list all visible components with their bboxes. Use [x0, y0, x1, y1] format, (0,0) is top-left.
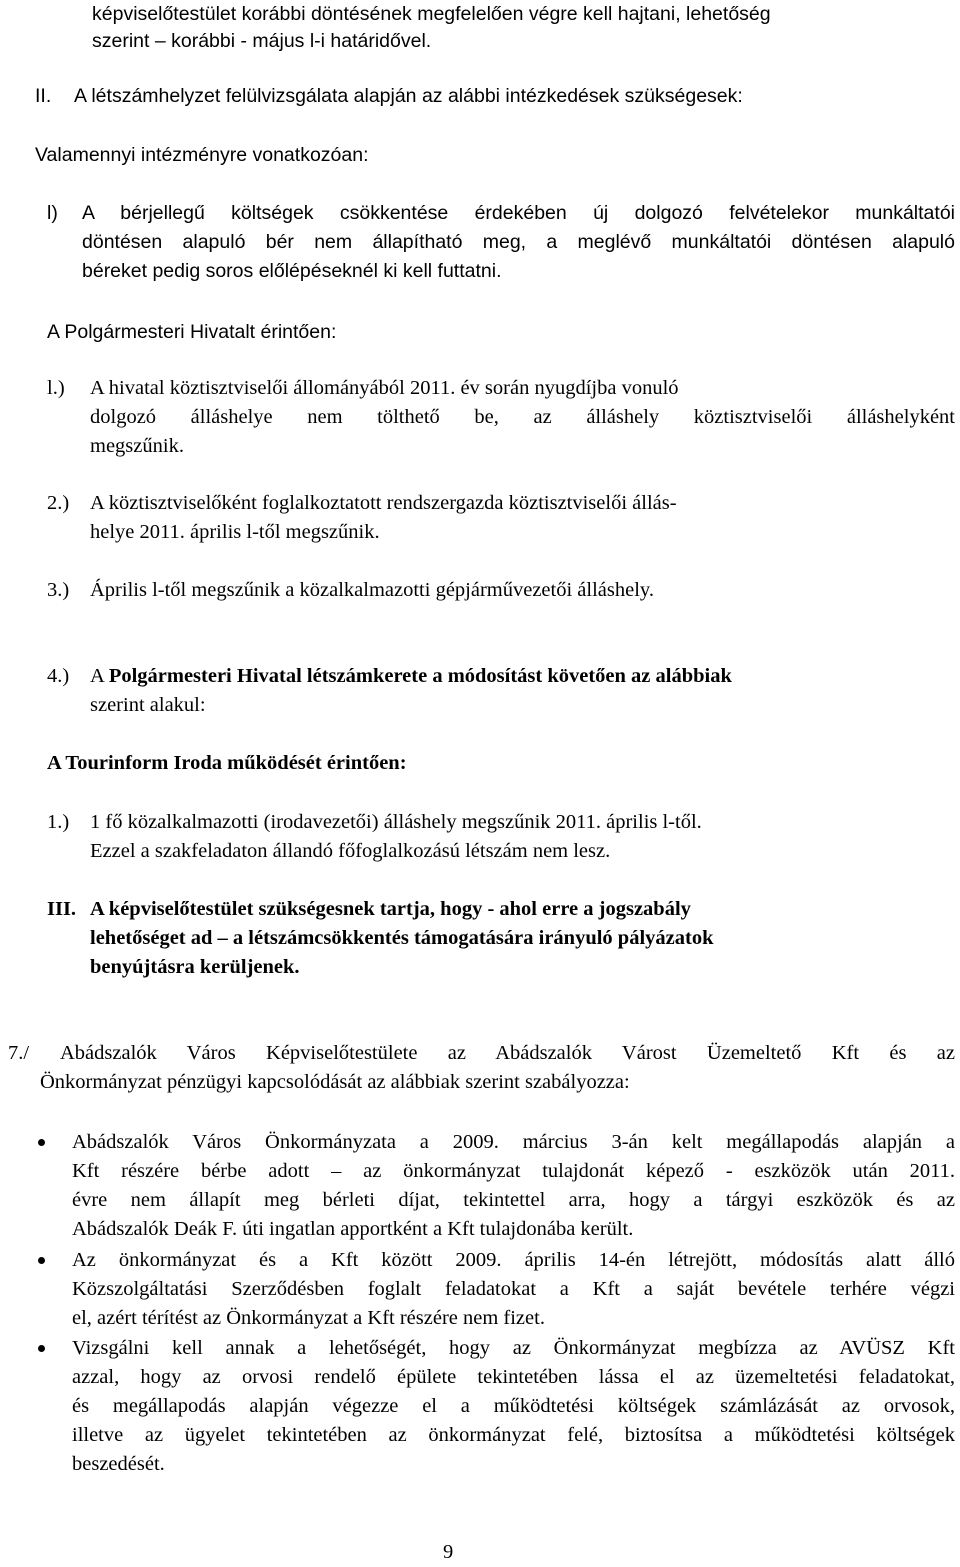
- mayor-item-3-number: 3.): [47, 579, 70, 601]
- bullet-1-marker: [38, 1139, 45, 1146]
- page-number: 9: [443, 1541, 454, 1563]
- item-1-line-1: A bérjellegű költségek csökkentése érdekében új dolgozó felvételekor munkáltatói: [82, 202, 955, 224]
- continuation-line-1: képviselőtestület korábbi döntésének megfelelően végre kell hajtani, lehetőség: [92, 3, 771, 25]
- all-institutions-label: Valamennyi intézményre vonatkozóan:: [35, 144, 369, 166]
- mayor-office-heading: A Polgármesteri Hivatalt érintően:: [47, 321, 337, 343]
- tourinform-item-line-2: Ezzel a szakfeladaton állandó főfoglalkozású létszám nem lesz.: [90, 840, 611, 862]
- section-3-line-3: benyújtásra kerüljenek.: [90, 956, 300, 978]
- mayor-item-1-line-2: dolgozó álláshelye nem tölthető be, az álláshely köztisztviselői álláshelyként: [90, 406, 955, 428]
- bullet-3-line-3: és megállapodás alapján végezze el a működtetési költségek számlázását az orvosok,: [72, 1395, 955, 1417]
- tourinform-item-number: 1.): [47, 811, 70, 833]
- mayor-item-4-prefix: A: [90, 665, 104, 687]
- bullet-3-marker: [38, 1345, 45, 1352]
- section-7-number: 7./: [8, 1042, 30, 1064]
- mayor-item-1-number: l.): [47, 377, 65, 399]
- mayor-item-4-line-1: [90, 662, 732, 691]
- bullet-1-line-2: Kft részére bérbe adott – az önkormányzat tulajdonát képező - eszközök után 2011.: [72, 1160, 955, 1182]
- mayor-item-2-line-1: A köztisztviselőként foglalkoztatott rendszergazda köztisztviselői állás-: [90, 492, 677, 514]
- tourinform-item-line-1: 1 fő közalkalmazotti (irodavezetői) álláshely megszűnik 2011. április l-től.: [90, 811, 702, 833]
- bullet-3-line-2: azzal, hogy az orvosi rendelő épülete tekintetében lássa el az üzemeltetési feladatokat,: [72, 1366, 955, 1388]
- section-2-heading: A létszámhelyzet felülvizsgálata alapján az alábbi intézkedések szükségesek:: [74, 85, 743, 107]
- item-1-line-3: béreket pedig soros előlépéseknél ki kell futtatni.: [82, 260, 502, 282]
- mayor-item-4-bold-text: Polgármesteri Hivatal létszámkerete a módosítást követően az alábbiak: [108, 665, 732, 687]
- bullet-3-line-1: Vizsgálni kell annak a lehetőségét, hogy az Önkormányzat megbízza az AVÜSZ Kft: [72, 1337, 955, 1359]
- section-7-line-1: Abádszalók Város Képviselőtestülete az Abádszalók Várost Üzemeltető Kft és az: [60, 1042, 955, 1064]
- mayor-item-2-number: 2.): [47, 492, 70, 514]
- bullet-1-line-3: évre nem állapít meg bérleti díjat, tekintettel arra, hogy a tárgyi eszközök és az: [72, 1189, 955, 1211]
- bullet-2-line-3: el, azért térítést az Önkormányzat a Kft részére nem fizet.: [72, 1307, 545, 1329]
- mayor-item-2-line-2: helye 2011. április l-től megszűnik.: [90, 521, 380, 543]
- item-1-number: l): [47, 202, 58, 224]
- bullet-1-line-4: Abádszalók Deák F. úti ingatlan apportként a Kft tulajdonába került.: [72, 1218, 634, 1240]
- bullet-2-marker: [38, 1257, 45, 1264]
- mayor-item-3-line-1: Április l-től megszűnik a közalkalmazotti gépjárművezetői álláshely.: [90, 579, 654, 601]
- section-2-number: II.: [35, 85, 52, 107]
- section-7-line-2: Önkormányzat pénzügyi kapcsolódását az alábbiak szerint szabályozza:: [40, 1071, 630, 1093]
- tourinform-heading: A Tourinform Iroda működését érintően:: [47, 752, 407, 774]
- mayor-item-4-line-2: szerint alakul:: [90, 694, 206, 716]
- bullet-1-line-1: Abádszalók Város Önkormányzata a 2009. március 3-án kelt megállapodás alapján a: [72, 1131, 955, 1153]
- section-3-line-2: lehetőséget ad – a létszámcsökkentés támogatására irányuló pályázatok: [90, 927, 714, 949]
- section-3-line-1: A képviselőtestület szükségesnek tartja, hogy - ahol erre a jogszabály: [90, 898, 691, 920]
- mayor-item-1-line-3: megszűnik.: [90, 435, 184, 457]
- mayor-item-4-number: 4.): [47, 665, 70, 687]
- continuation-line-2: szerint – korábbi - május l-i határidővel.: [92, 30, 432, 52]
- mayor-item-1-line-1: A hivatal köztisztviselői állományából 2011. év során nyugdíjba vonuló: [90, 377, 679, 399]
- bullet-3-line-4: illetve az ügyelet tekintetében az önkormányzat felé, biztosítsa a működtetési költségek: [72, 1424, 955, 1446]
- section-3-number: III.: [47, 898, 77, 920]
- item-1-line-2: döntésen alapuló bér nem állapítható meg, a meglévő munkáltatói döntésen alapuló: [82, 231, 955, 253]
- bullet-3-line-5: beszedését.: [72, 1453, 165, 1475]
- bullet-2-line-1: Az önkormányzat és a Kft között 2009. április 14-én létrejött, módosítás alatt álló: [72, 1249, 955, 1271]
- bullet-2-line-2: Közszolgáltatási Szerződésben foglalt feladatokat a Kft a saját bevétele terhére végzi: [72, 1278, 955, 1300]
